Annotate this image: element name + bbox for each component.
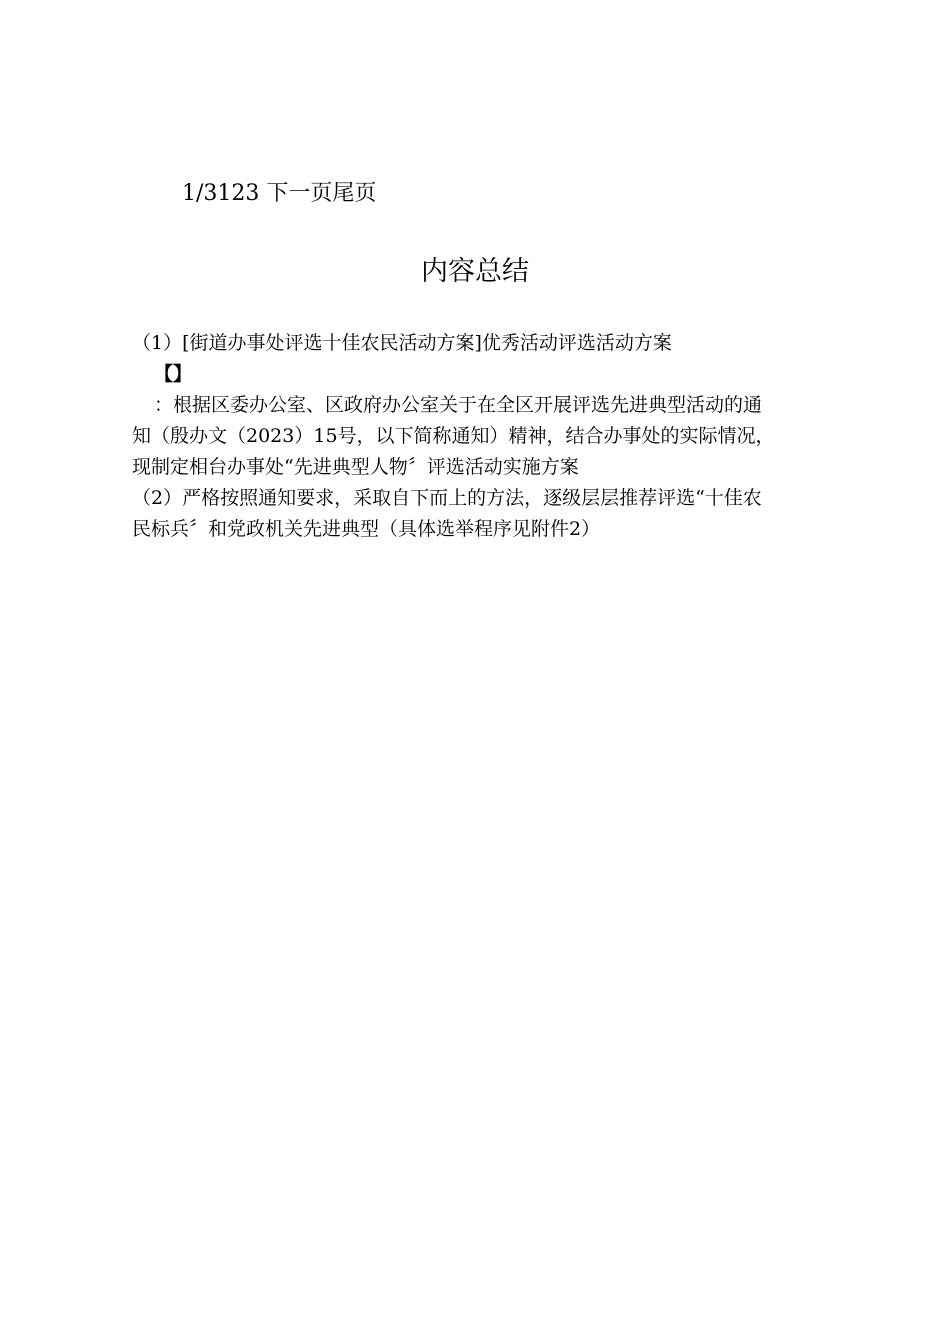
page-title: 内容总结: [421, 256, 529, 287]
summary-line: 【】: [154, 363, 193, 385]
summary-line: （1）[街道办事处评选十佳农民活动方案]优秀活动评选活动方案: [132, 332, 672, 354]
summary-line: 知（殷办文（2023）15号，以下简称通知）精神，结合办事处的实际情况，: [132, 425, 775, 447]
next-page-link[interactable]: 下一页: [266, 181, 333, 206]
summary-line: 现制定相台办事处“先进典型人物〞评选活动实施方案: [132, 456, 579, 478]
summary-line: ：根据区委办公室、区政府办公室关于在全区开展评选先进典型活动的通: [154, 394, 763, 416]
summary-body: [132, 328, 822, 545]
summary-line: 民标兵〞和党政机关先进典型（具体选举程序见附件2）: [132, 518, 601, 540]
summary-line: （2）严格按照通知要求，采取自下而上的方法，逐级层层推荐评选“十佳农: [132, 487, 762, 509]
page-indicator: 1/3123: [182, 181, 260, 206]
pagination: [182, 176, 376, 207]
last-page-link[interactable]: 尾页: [332, 181, 377, 206]
